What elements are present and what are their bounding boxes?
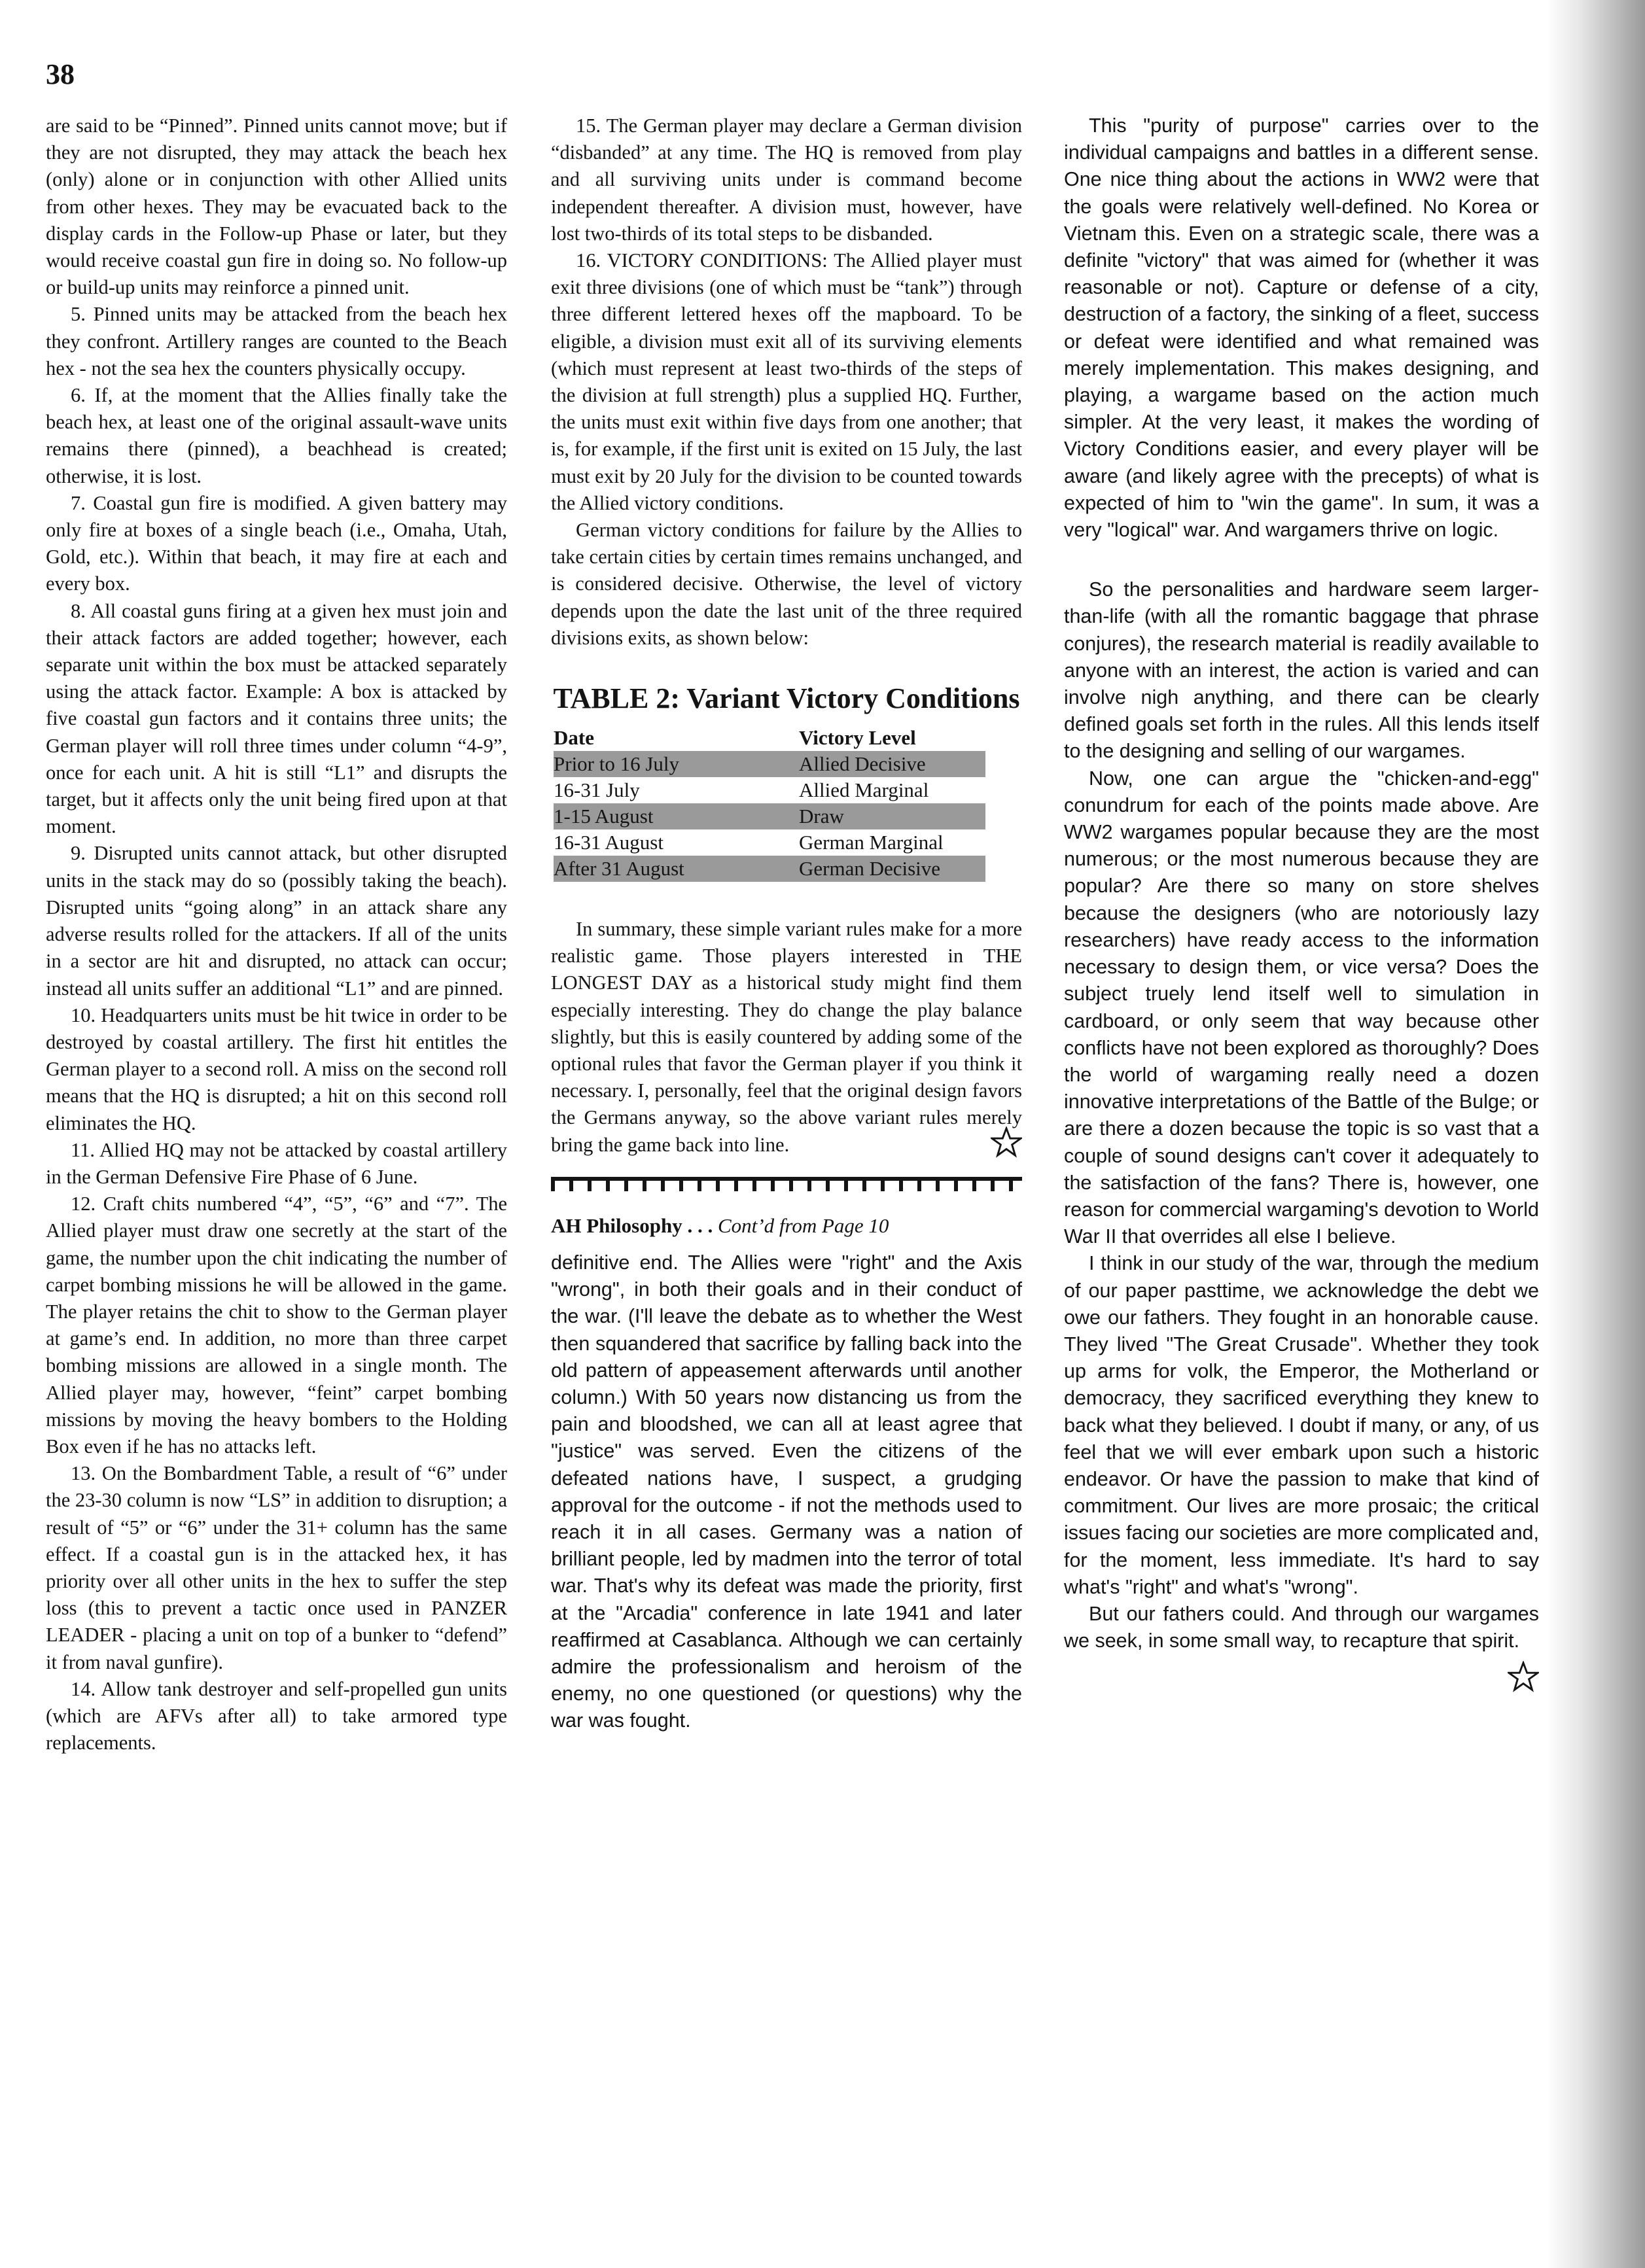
paragraph: 5. Pinned units may be attacked from the beach hex they confront. Artillery ranges are counted to the Beach hex - not the sea hex the counters physically occupy. bbox=[46, 303, 507, 379]
closing-text: But our fathers could. And through our wargames we seek, in some small way, to recapture that spirit. bbox=[1064, 1602, 1539, 1652]
page-spine-shadow bbox=[1547, 0, 1645, 2268]
date-cell: After 31 August bbox=[554, 856, 799, 882]
paragraph: 16. VICTORY CONDITIONS: The Allied player must exit three divisions (one of which must be “tank”) through three different lettered hexes off the mapboard. To be eligible, a division must exit all of its surviving elements (which must represent at least two-thirds of the steps of the division at full strength) plus a supplied HQ. Further, the units must exit within five days from one another; that is, for example, if the first unit is exited on 15 July, the last must exit by 20 July for the division to be counted towards the Allied victory conditions. bbox=[551, 249, 1022, 514]
summary-paragraph bbox=[551, 916, 1022, 1159]
paragraph: This "purity of purpose" carries over to the individual campaigns and battles in a different sense. One nice thing about the actions in WW2 were that the goals were relatively well-defined. No Korea or Vietnam this. Even on a strategic scale, there was a definite "victory" that was aimed for (whether it was reasonable or not). Capture or defense of a city, destruction of a factory, the sinking of a fleet, success or defeat were identified and what remained was merely implementation. This makes designing, and playing, a wargame based on the action much simpler. At the very least, it makes the wording of Victory Conditions easier, and every player will be aware (and likely agree with the precepts) of what is expected of him to "win the game". In sum, it was a very "logical" war. And wargamers thrive on logic. bbox=[1064, 114, 1539, 542]
star-outline-icon bbox=[991, 1126, 1022, 1158]
date-cell: Prior to 16 July bbox=[554, 751, 799, 777]
victory-level-cell: German Marginal bbox=[799, 831, 944, 854]
date-cell: 16-31 July bbox=[554, 778, 640, 802]
page-number: 38 bbox=[46, 58, 75, 90]
star-outline-icon bbox=[1508, 1661, 1539, 1692]
continued-note: Cont’d from Page 10 bbox=[717, 1213, 889, 1237]
table-row bbox=[554, 829, 985, 856]
victory-level-cell: Allied Marginal bbox=[799, 778, 929, 802]
paragraph: 12. Craft chits numbered “4”, “5”, “6” and “7”. The Allied player must draw one secretly at the start of the game, the number upon the chit indicating the number of carpet bombing missions he will be allowed in the game. The player retains the chit to show to the German player at game’s end. In addition, no more than three carpet bombing missions are allowed in a single month. The Allied player may, however, “feint” carpet bombing missions by moving the heavy bombers to the Holding Box even if he has no attacks left. bbox=[46, 1193, 507, 1457]
paragraph: 10. Headquarters units must be hit twice in order to be destroyed by coastal artillery. The first hit entitles the German player to a second roll. A miss on the second roll means that the HQ is disrupted; a hit on this second roll eliminates the HQ. bbox=[46, 1003, 507, 1134]
summary-text: In summary, these simple variant rules make for a more realistic game. Those players interested in THE LONGEST DAY as a historical study might find them especially interesting. They do change the play balance slightly, but this is easily countered by adding some of the optional rules that favor the German player if you think it necessary. I, personally, feel that the original design favors the Germans anyway, so the above variant rules merely bring the game back into line. bbox=[551, 918, 1022, 1156]
paragraph: 7. Coastal gun fire is modified. A given battery may only fire at boxes of a single beach (i.e., Omaha, Utah, Gold, etc.). Within that beach, it may fire at each and every box. bbox=[46, 491, 507, 595]
middle-column bbox=[551, 113, 1022, 2239]
paragraph: 14. Allow tank destroyer and self-propelled gun units (which are AFVs after all) to take armored type replacements. bbox=[46, 1677, 507, 1754]
date-cell: 1-15 August bbox=[554, 803, 799, 829]
paragraph: Now, one can argue the "chicken-and-egg" conundrum for each of the points made above. Are WW2 wargames popular because they are the most numerous; or the most numerous because they are popular? Are there so many on store shelves because the designers (who are notoriously lazy researchers) have ready access to the information necessary to design them, or vice versa? Does the subject truely lend itself well to simulation in cardboard, or only seem that way because other conflicts have not been explored as thoroughly? Does the world of wargaming really need a dozen innovative interpretations of the Battle of the Bulge; or are there a dozen because the topic is so vast that a couple of sound designs can't cover it adequately to the satisfaction of the fans? There is, however, one reason for commercial wargaming's devotion to World War II that overrides all else I believe. bbox=[1064, 767, 1539, 1248]
paragraph: 6. If, at the moment that the Allies finally take the beach hex, at least one of the original assault-wave units remains there (pinned), a beachhead is created; otherwise, it is lost. bbox=[46, 384, 507, 487]
table-header-row bbox=[554, 725, 985, 751]
paragraph: 15. The German player may declare a German division “disbanded” at any time. The HQ is removed from play and all surviving units under is command become independent thereafter. A division must, however, have lost two-thirds of its total steps to be disbanded. bbox=[551, 114, 1022, 245]
table-row bbox=[554, 856, 985, 882]
column-header-date: Date bbox=[554, 726, 594, 750]
closing-paragraph bbox=[1064, 1601, 1539, 1654]
column-header-victory-level: Victory Level bbox=[799, 726, 916, 750]
paragraph: are said to be “Pinned”. Pinned units cannot move; but if they are not disrupted, they may attack the beach hex (only) alone or in conjunction with other Allied units from other hexes. They may be evacuated back to the display cards in the Follow-up Phase or later, but they would receive coastal gun fire in doing so. No follow-up or build-up units may reinforce a pinned unit. bbox=[46, 114, 507, 299]
paragraph: 13. On the Bombardment Table, a result of “6” under the 23-30 column is now “LS” in addition to disruption; a result of “5” or “6” under the 31+ column has the same effect. If a coastal gun is in the attacked hex, it has priority over all other units in the hex to suffer the step loss (this to prevent a tactic once used in PANZER LEADER - placing a unit on top of a bunker to “defend” it from naval gunfire). bbox=[46, 1462, 507, 1673]
paragraph: definitive end. The Allies were "right" and the Axis "wrong", in both their goals and in their conduct of the war. (I'll leave the debate as to whether the West then squandered that sacrifice by falling back into the old pattern of appeasement afterwards until another column.) With 50 years now distancing us from the pain and bloodshed, we can all at least agree that "justice" was served. Even the citizens of the defeated nations have, I suspect, a grudging approval for the outcome - if not the methods used to reach it in all cases. Germany was a nation of brilliant people, led by madmen into the terror of total war. That's why its defeat was made the priority, first at the "Arcadia" conference in late 1941 and later reaffirmed at Casablanca. Although we can certainly admire the professionalism and heroism of the enemy, no one questioned (or questions) why the war was fought. bbox=[551, 1251, 1022, 1732]
paragraph: 11. Allied HQ may not be attacked by coastal artillery in the German Defensive Fire Phase of 6 June. bbox=[46, 1138, 507, 1188]
left-column bbox=[46, 113, 507, 2219]
victory-table bbox=[554, 725, 985, 882]
table-row bbox=[554, 777, 985, 803]
continued-title: AH Philosophy . . . bbox=[551, 1213, 713, 1237]
right-column bbox=[1064, 113, 1539, 2206]
victory-level-cell: Draw bbox=[799, 803, 985, 829]
paragraph: So the personalities and hardware seem larger-than-life (with all the romantic baggage that phrase conjures), the research material is readily available to anyone with an interest, the action is varied and can involve nigh anything, and there can be clearly defined goals set forth in the rules. All this lends itself to the designing and selling of our wargames. bbox=[1064, 578, 1539, 763]
paragraph: German victory conditions for failure by the Allies to take certain cities by certain times remains unchanged, and is considered decisive. Otherwise, the level of victory depends upon the date the last unit of the three required divisions exits, as shown below: bbox=[551, 519, 1022, 649]
table-row bbox=[554, 803, 985, 829]
ornamental-divider bbox=[551, 1177, 1022, 1198]
victory-level-cell: German Decisive bbox=[799, 856, 985, 882]
table-title: TABLE 2: Variant Victory Conditions bbox=[553, 682, 1020, 715]
continued-heading bbox=[551, 1212, 1022, 1239]
date-cell: 16-31 August bbox=[554, 831, 663, 854]
table-row bbox=[554, 751, 985, 777]
paragraph: 8. All coastal guns firing at a given hex must join and their attack factors are added together; however, each separate unit within the box must be attacked separately using the attack factor. Example: A box is attacked by five coastal gun factors and it contains three units; the German player will roll three times under column “4-9”, once for each unit. A hit is still “L1” and disrupts the target, but it affects only the unit being fired upon at that moment. bbox=[46, 599, 507, 838]
paragraph: 9. Disrupted units cannot attack, but other disrupted units in the stack may do so (possibly taking the beach). Disrupted units “going along” in an attack share any adverse results rolled for the attackers. If all of the units in a sector are hit and disrupted, no attack can occur; instead all units suffer an additional “L1” and are pinned. bbox=[46, 842, 507, 1000]
paragraph: I think in our study of the war, through the medium of our paper pasttime, we acknowledge the debt we owe our fathers. They fought in an honorable cause. They lived "The Great Crusade". Whether they took up arms for volk, the Emperor, the Motherland or democracy, they sacrificed everything they knew to back what they believed. I doubt if many, or any, of us feel that we will ever embark upon such a historic endeavor. Or have the passion to make that kind of commitment. Our lives are more prosaic; the critical issues facing our societies are more complicated and, for the moment, less immediate. It's hard to say what's "right" and what's "wrong". bbox=[1064, 1252, 1539, 1598]
victory-level-cell: Allied Decisive bbox=[799, 751, 985, 777]
